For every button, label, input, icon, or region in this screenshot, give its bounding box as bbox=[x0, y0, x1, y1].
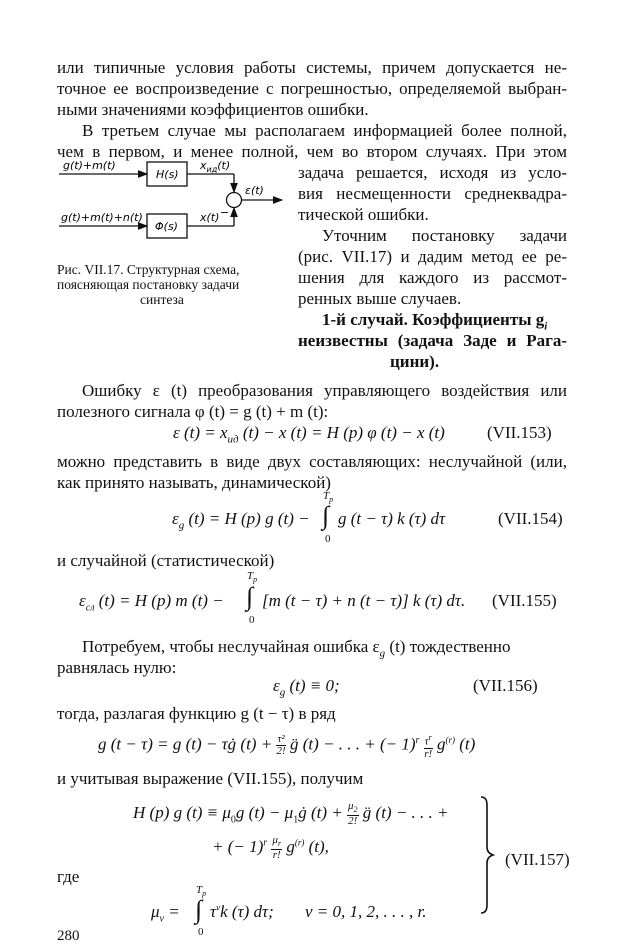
para7: тогда, разлагая функцию g (t − τ) в ряд bbox=[57, 704, 336, 723]
right-col-line-3: тической ошибки. bbox=[298, 205, 429, 224]
eq154-lower-limit: 0 bbox=[325, 533, 331, 545]
where-label: где bbox=[57, 867, 80, 886]
intro-line-3: ными значениями коэффициентов ошибки. bbox=[57, 100, 369, 119]
eq155-upper-limit: $T_p$ bbox=[247, 570, 258, 585]
mu-upper-limit: $T_p$ bbox=[196, 884, 207, 899]
page-number: 280 bbox=[57, 928, 80, 944]
equation-154-left: $\varepsilon_g$ (t) = H (p) g (t) − bbox=[172, 509, 310, 532]
right-col2-line-1: Уточним постановку задачи bbox=[322, 226, 567, 245]
mu-nu-integrand: $\tau^\nu k$ (τ) dτ; bbox=[210, 902, 274, 921]
heading-line-2: неизвестны (задача Заде и Рага- bbox=[298, 331, 567, 350]
bottom-input-label: g(t)+m(t)+n(t) bbox=[61, 211, 143, 224]
caption-line-3: синтеза bbox=[140, 292, 184, 307]
top-input-label: g(t)+m(t) bbox=[63, 159, 116, 172]
equation-153-number: (VII.153) bbox=[487, 423, 552, 442]
para2-line-2: чем в первом, и менее полной, чем во втором случаях. При этом bbox=[57, 142, 567, 161]
para2-line-1: В третьем случае мы располагаем информацией более полной, bbox=[82, 121, 567, 140]
equation-157-number: (VII.157) bbox=[505, 850, 570, 869]
eq154-upper-limit: $T_p$ bbox=[323, 490, 334, 505]
caption-line-2: поясняющая постановку задачи bbox=[57, 277, 240, 292]
x-ud-label: $x_{ид}(t)$ bbox=[200, 159, 231, 174]
phi-block-label: Φ(s) bbox=[155, 220, 178, 233]
heading-line-1: 1-й случай. Коэффициенты $g_i$ bbox=[322, 310, 548, 333]
right-col2-line-2: (рис. VII.17) и дадим метод ее ре- bbox=[298, 247, 567, 266]
right-brace bbox=[478, 795, 498, 915]
integral-sign: ∫ bbox=[246, 582, 254, 611]
h-block-label: H(s) bbox=[156, 168, 179, 181]
block-diagram bbox=[57, 152, 292, 258]
para3-line-1: Ошибку ε (t) преобразования управляющего воздействия или bbox=[82, 381, 567, 400]
equation-154-number: (VII.154) bbox=[498, 509, 563, 528]
heading-line-3: цини). bbox=[390, 352, 440, 371]
intro-line-2: точное ее воспроизведение с погрешностью, определяемой выбран- bbox=[57, 79, 567, 98]
equation-155-right: [m (t − τ) + n (t − τ)] k (τ) dτ. bbox=[262, 591, 466, 610]
equation-157-line-2: + (− 1)$^r$ $\frac{\mu_r}{r!}$ $g^{(r)}$ (t), bbox=[212, 834, 329, 862]
equation-157-line-1: H (p) g $(t) \equiv \mu_0g$ $(t) - \mu_1ġ$ (t) + $\frac{\mu_2}{2!}$ g̈ (t) − . . . + bbox=[133, 800, 449, 828]
right-col-line-2: вия несмещенности среднеквадра- bbox=[298, 184, 567, 203]
para6-line-1: Потребуем, чтобы неслучайная ошибка $\varepsilon_g$ (t) тождественно bbox=[82, 637, 511, 660]
equation-153: ε $(t) = x_{ид}$ (t) − x (t) = H (p) φ (t) − x (t) bbox=[173, 423, 445, 446]
mu-nu-range: ν = 0, 1, 2, . . . , r. bbox=[305, 902, 427, 921]
para3-line-2: полезного сигнала φ (t) = g (t) + m (t): bbox=[57, 402, 329, 421]
para4-line-1: можно представить в виде двух составляющих: неслучайной (или, bbox=[57, 452, 567, 471]
equation-155-left: $\varepsilon_{сл}$ (t) = H (p) m (t) − bbox=[79, 591, 224, 614]
x-label: x(t) bbox=[200, 211, 220, 224]
para4-line-2: как принято называть, динамической) bbox=[57, 473, 331, 492]
para6-line-2: равнялась нулю: bbox=[57, 658, 177, 677]
equation-156-number: (VII.156) bbox=[473, 676, 538, 695]
integral-sign: ∫ bbox=[322, 501, 330, 530]
right-col2-line-4: ренных выше случаев. bbox=[298, 289, 462, 308]
eps-label: ε(t) bbox=[245, 184, 264, 197]
right-col-line-1: задача решается, исходя из усло- bbox=[298, 163, 567, 182]
caption-line-1: Рис. VII.17. Структурная схема, bbox=[57, 262, 240, 277]
eq155-lower-limit: 0 bbox=[249, 614, 255, 626]
para5: и случайной (статистической) bbox=[57, 551, 275, 570]
mu-nu-left: $\mu_\nu$ = bbox=[151, 902, 180, 925]
mu-lower-limit: 0 bbox=[198, 926, 204, 938]
para8: и учитывая выражение (VII.155), получим bbox=[57, 769, 364, 788]
taylor-series: g (t − τ) = g (t) − τġ (t) + $\frac{\text{τ²}}{2!}$ g̈ (t) − . . . + (− 1)$^r$ $\frac{\tau^r}{r!}$ $g^{(r)}$ (t) bbox=[98, 733, 476, 760]
integral-sign: ∫ bbox=[195, 895, 203, 924]
right-col2-line-3: шения для каждого из рассмот- bbox=[298, 268, 567, 287]
minus-sign: − bbox=[220, 206, 230, 219]
intro-line-1: или типичные условия работы системы, причем допускается не- bbox=[57, 58, 567, 77]
equation-156: $\varepsilon_g$ (t) ≡ 0; bbox=[273, 676, 340, 699]
equation-154-right: g (t − τ) k (τ) dτ bbox=[338, 509, 446, 528]
equation-155-number: (VII.155) bbox=[492, 591, 557, 610]
